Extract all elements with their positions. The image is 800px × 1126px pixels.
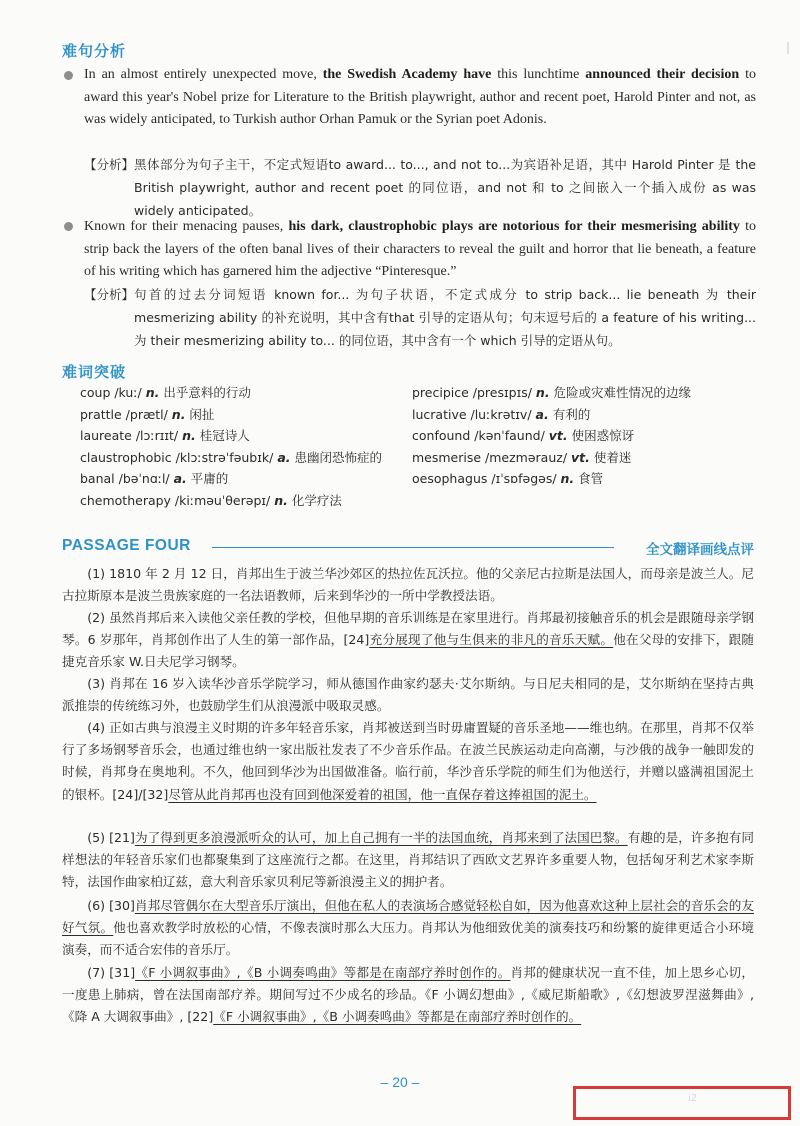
section-title-difficult-words: 难词突破	[62, 363, 127, 381]
underlined-text: 肖邦尽管偶尔在大型音乐厅演出，但他在私人的表演场合感觉轻松自如，因为他喜欢这种上层社会的音乐会的友好气氛。	[62, 898, 754, 936]
paragraph-4: (4) 正如古典与浪漫主义时期的许多年轻音乐家，肖邦被送到当时毋庸置疑的音乐圣地——维也纳。在那里，肖邦不仅举行了多场钢琴音乐会，也通过维也纳一家出版社发表了不少音乐作品。在波兰民族运动走向高潮，与沙俄的战争一触即发的时候，肖邦身在奥地利。不久，他回到华沙为出国做准备。临行前，华沙音乐学院的师生们为他送行，并赠以盛满祖国泥土的银杯。[24]/[32]尽管从此肖邦再也没有回到他深爱着的祖国，他一直保存着这捧祖国的泥土。	[62, 720, 754, 802]
scan-artifact	[787, 42, 789, 54]
passage-header-rule	[212, 547, 614, 548]
bullet-icon	[64, 71, 73, 80]
paragraph-6: (6) [30]肖邦尽管偶尔在大型音乐厅演出，但他在私人的表演场合感觉轻松自如，因为他喜欢这种上层社会的音乐会的友好气氛。他也喜欢教学时放松的心情，不像表演时那么大压力。肖邦认为他细致优美的演奏技巧和纷繁的旋律更适合小环境演奏，而不适合宏伟的音乐厅。	[62, 898, 755, 958]
passage-subtitle: 全文翻译画线点评	[640, 538, 754, 558]
analysis-tag: 【分析】	[84, 157, 135, 172]
vocab-item: laureate /lɔːrɪɪt/ n. 桂冠诗人	[80, 428, 250, 443]
sentence-1: In an almost entirely unexpected move, the Swedish Academy have this lunchtime announced their decision to award this year's Nobel prize for Literature to the British playwright, author and recent poet, Harold Pinter and not, as was widely anticipated, to Turkish author Orhan Pamuk or the Syrian poet Adonis.	[84, 67, 756, 127]
vocab-item: banal /bəˈnɑːl/ a. 平庸的	[80, 471, 229, 486]
red-highlight-box	[573, 1086, 791, 1120]
underlined-text: 《F 小调叙事曲》,《B 小调奏鸣曲》等都是在南部疗养时创作的。	[213, 1009, 582, 1025]
paragraph-5: (5) [21]为了得到更多浪漫派听众的认可，加上自己拥有一半的法国血统，肖邦来到了法国巴黎。有趣的是，许多抱有同样想法的年轻音乐家们也都聚集到了这座流行之都。在这里，肖邦结识了西欧文艺界许多重要人物，包括匈牙利艺术家李斯特，法国作曲家柏辽兹，意大利音乐家贝利尼等新浪漫主义的拥护者。	[62, 830, 755, 890]
faint-stamp-mark: i2	[688, 1093, 698, 1104]
underlined-text: 《F 小调叙事曲》,《B 小调奏鸣曲》等都是在南部疗养时创作的。	[135, 965, 511, 980]
analysis-text: 黑体部分为句子主干，不定式短语to award... to..., and not to...为宾语补足语，其中 Harold Pinter 是 the British playwright, author and recent poet 的同位语，and not 和 to 之间嵌入一个插入成份 as was widely anticipated。	[134, 157, 756, 218]
sentence-2: Known for their menacing pauses, his dark, claustrophobic plays are notorious for their mesmerising ability to strip back the layers of the often banal lives of their characters to reveal the guilt and horror that lie beneath, a feature of his writing which has garnered him the adjective “Pinteresque.”	[84, 219, 756, 279]
paragraph-3: (3) 肖邦在 16 岁入读华沙音乐学院学习，师从德国作曲家约瑟夫·艾尔斯纳。与日尼夫相同的是，艾尔斯纳在坚持古典派推崇的传统练习外，也鼓励学生们从浪漫派中吸取灵感。	[62, 676, 754, 714]
paragraph-2: (2) 虽然肖邦后来入读他父亲任教的学校，但他早期的音乐训练是在家里进行。肖邦最初接触音乐的机会是跟随母亲学钢琴。6 岁那年，肖邦创作出了人生的第一部作品，[24]充分展现了他与生俱来的非凡的音乐天赋。他在父母的安排下，跟随捷克音乐家 W.日夫尼学习钢琴。	[62, 610, 755, 670]
vocab-item: claustrophobic /klɔːstrəˈfəubɪk/ a. 患幽闭恐怖症的	[80, 449, 382, 465]
vocab-item: coup /kuː/ n. 出乎意料的行动	[80, 385, 251, 400]
analysis-tag: 【分析】	[84, 287, 135, 302]
section-title-difficult-sentences: 难句分析	[62, 42, 127, 60]
vocab-item: mesmerise /mezmərauz/ vt. 使着迷	[412, 449, 632, 465]
vocab-item: precipice /presɪpɪs/ n. 危险或灾难性情况的边缘	[412, 385, 692, 400]
sentence-1-analysis	[84, 153, 756, 222]
paragraph-7: (7) [31]《F 小调叙事曲》,《B 小调奏鸣曲》等都是在南部疗养时创作的。肖邦的健康状况一直不佳，加上思乡心切，一度患上肺病，曾在法国南部疗养。期间写过不少成名的珍品。《F 小调幻想曲》,《威尼斯船歌》,《幻想波罗涅滋舞曲》,《降 A 大调叙事曲》, [22]《F 小调叙事曲》,《B 小调奏鸣曲》等都是在南部疗养时创作的。	[62, 965, 754, 1025]
vocab-list-right	[412, 382, 691, 490]
vocab-item: prattle /prætl/ n. 闲扯	[80, 406, 215, 422]
underlined-text: 为了得到更多浪漫派听众的认可，加上自己拥有一半的法国血统，肖邦来到了法国巴黎。	[134, 830, 628, 845]
analysis-text: 句首的过去分词短语 known for... 为句子状语，不定式成分 to strip back... lie beneath 为 their mesmerizing ability 的补充说明，其中含有that 引导的定语从句；句末逗号后的 a feature of his writing... 为 their mesmerizing ability to... 的同位语，其中含有一个 which 引导的定语从句。	[134, 287, 756, 348]
vocab-item: lucrative /luːkrətɪv/ a. 有利的	[412, 406, 591, 422]
passage-header	[62, 537, 754, 559]
underlined-text: 充分展现了他与生俱来的非凡的音乐天赋。	[369, 632, 614, 648]
passage-title: PASSAGE FOUR	[62, 537, 197, 555]
sentence-2-analysis	[84, 283, 756, 352]
vocab-list-left	[80, 382, 382, 511]
paragraph-1: (1) 1810 年 2 月 12 日，肖邦出生于波兰华沙郊区的热拉佐瓦沃拉。他的父亲尼古拉斯是法国人，而母亲是波兰人。尼古拉斯原本是波兰贵族家庭的一名法语教师，后来到华沙的一所中学教授法语。	[62, 566, 754, 604]
vocab-item: oesophagus /ɪˈsɒfəgəs/ n. 食管	[412, 471, 604, 486]
vocab-item: chemotherapy /kiːməuˈθerəpɪ/ n. 化学疗法	[80, 492, 342, 508]
underlined-text: 尽管从此肖邦再也没有回到他深爱着的祖国，他一直保存着这捧祖国的泥土。	[168, 786, 597, 802]
bullet-icon	[64, 222, 73, 231]
vocab-item: confound /kənˈfaund/ vt. 使困惑惊讶	[412, 428, 635, 443]
page-number: – 20 –	[380, 1074, 420, 1090]
